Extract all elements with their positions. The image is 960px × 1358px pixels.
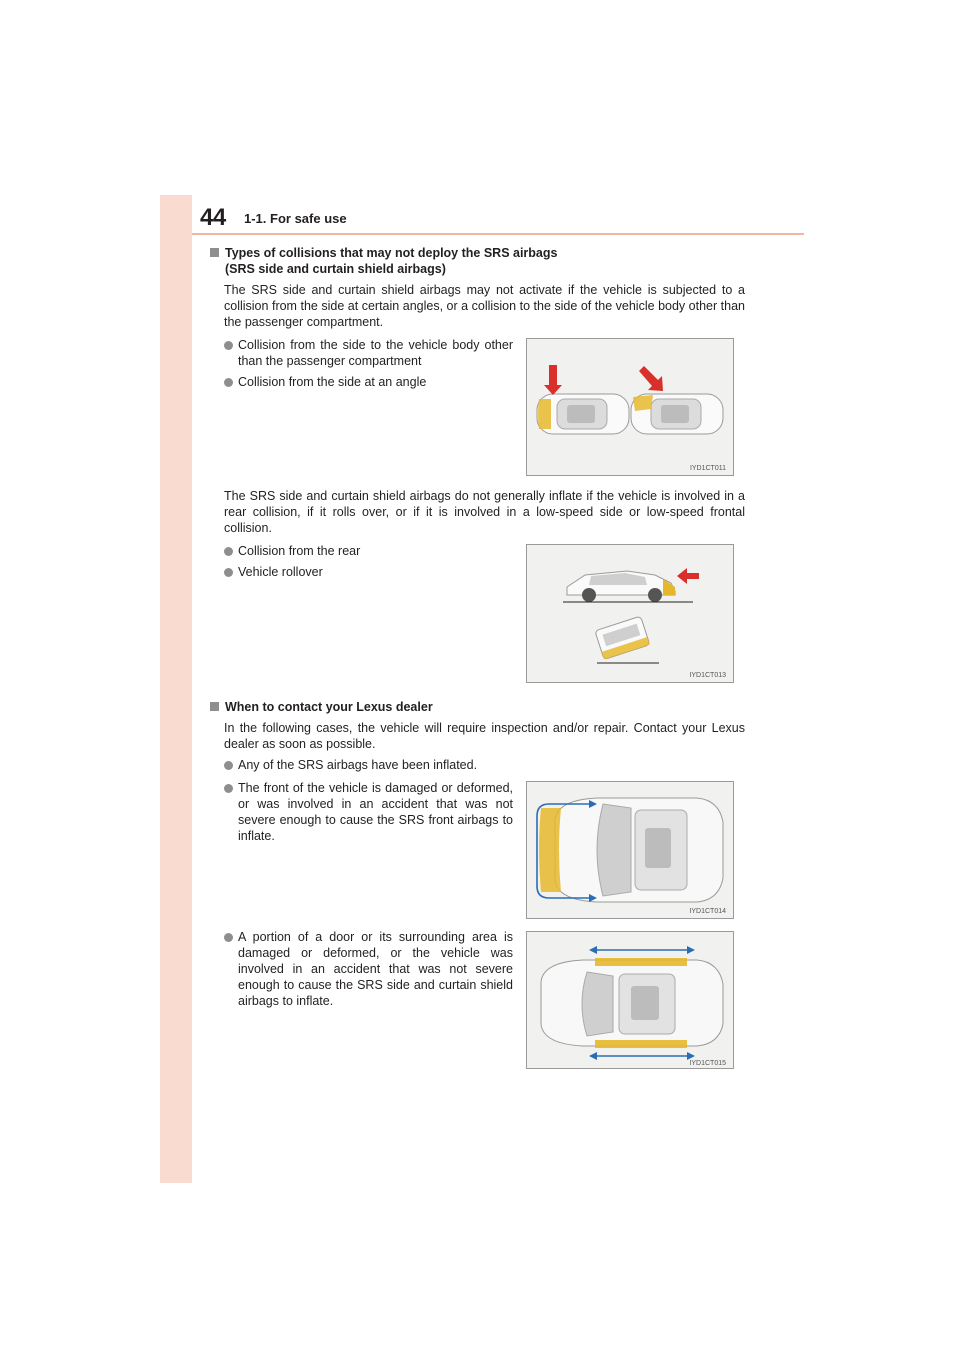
bullet-dot-icon xyxy=(224,378,233,387)
heading-types-of-collisions xyxy=(210,245,557,277)
bullet-dot-icon xyxy=(224,784,233,793)
bullet-dot-icon xyxy=(224,568,233,577)
figure-code: IYD1CT014 xyxy=(689,908,726,915)
figure-code: IYD1CT011 xyxy=(689,465,726,472)
paragraph-side-activation: The SRS side and curtain shield airbags may not activate if the vehicle is subjected to a collision from the side at certain angles, or a collision to the side of the vehicle body other than the passenger compartment. xyxy=(224,283,745,329)
heading-line-2: (SRS side and curtain shield airbags) xyxy=(225,262,446,276)
car-rollover xyxy=(595,616,650,659)
list-item: Vehicle rollover xyxy=(224,564,513,580)
page-number: 44 xyxy=(200,204,226,231)
bullet-dot-icon xyxy=(224,341,233,350)
red-arrow-down-icon xyxy=(544,365,562,395)
car-top-view-large xyxy=(539,798,723,902)
blue-double-arrow-icon xyxy=(589,1052,695,1060)
blue-double-arrow-icon xyxy=(589,946,695,954)
list-item: A portion of a door or its surrounding area is damaged or deformed, or the vehicle was involved in an accident that was not severe enough to cause the SRS side and curtain shield airbags to inflate. xyxy=(224,929,513,1009)
bullet-dot-icon xyxy=(224,761,233,770)
section-title: 1-1. For safe use xyxy=(244,211,347,226)
figure-front-damage-zone xyxy=(526,781,734,919)
car-top-view-right xyxy=(631,394,723,434)
red-arrow-left-icon xyxy=(677,568,699,584)
list-item: Collision from the side to the vehicle body other than the passenger compartment xyxy=(224,337,513,369)
list-item: The front of the vehicle is damaged or deformed, or was involved in an accident that was not severe enough to cause the SRS front airbags to inflate. xyxy=(224,780,513,844)
car-top-view-large xyxy=(541,958,723,1048)
car-top-view-left xyxy=(537,394,629,434)
figure-rear-collision-rollover xyxy=(526,544,734,683)
heading-line-1: Types of collisions that may not deploy the SRS airbags xyxy=(225,246,558,260)
red-arrow-diagonal-icon xyxy=(639,366,663,391)
paragraph-no-inflate: The SRS side and curtain shield airbags do not generally inflate if the vehicle is involved in a rear collision, if it rolls over, or if it is involved in a low-speed side or low-speed frontal collision. xyxy=(224,489,745,535)
bullet-dot-icon xyxy=(224,933,233,942)
heading-square-icon xyxy=(210,702,219,711)
list-item: Any of the SRS airbags have been inflated. xyxy=(224,757,745,773)
figure-side-door-damage-zone xyxy=(526,931,734,1069)
car-side-view xyxy=(567,571,675,602)
paragraph-inspection: In the following cases, the vehicle will require inspection and/or repair. Contact your Lexus dealer as soon as possible. xyxy=(224,721,745,751)
figure-code: IYD1CT015 xyxy=(689,1060,726,1067)
heading-contact-dealer: When to contact your Lexus dealer xyxy=(210,699,433,715)
figure-side-collision-angles xyxy=(526,338,734,476)
list-item: Collision from the side at an angle xyxy=(224,374,513,390)
figure-code: IYD1CT013 xyxy=(689,672,726,679)
list-item: Collision from the rear xyxy=(224,543,513,559)
chapter-sidebar-tab xyxy=(160,195,192,1183)
bullet-dot-icon xyxy=(224,547,233,556)
header-rule xyxy=(192,233,804,235)
heading-square-icon xyxy=(210,248,219,257)
